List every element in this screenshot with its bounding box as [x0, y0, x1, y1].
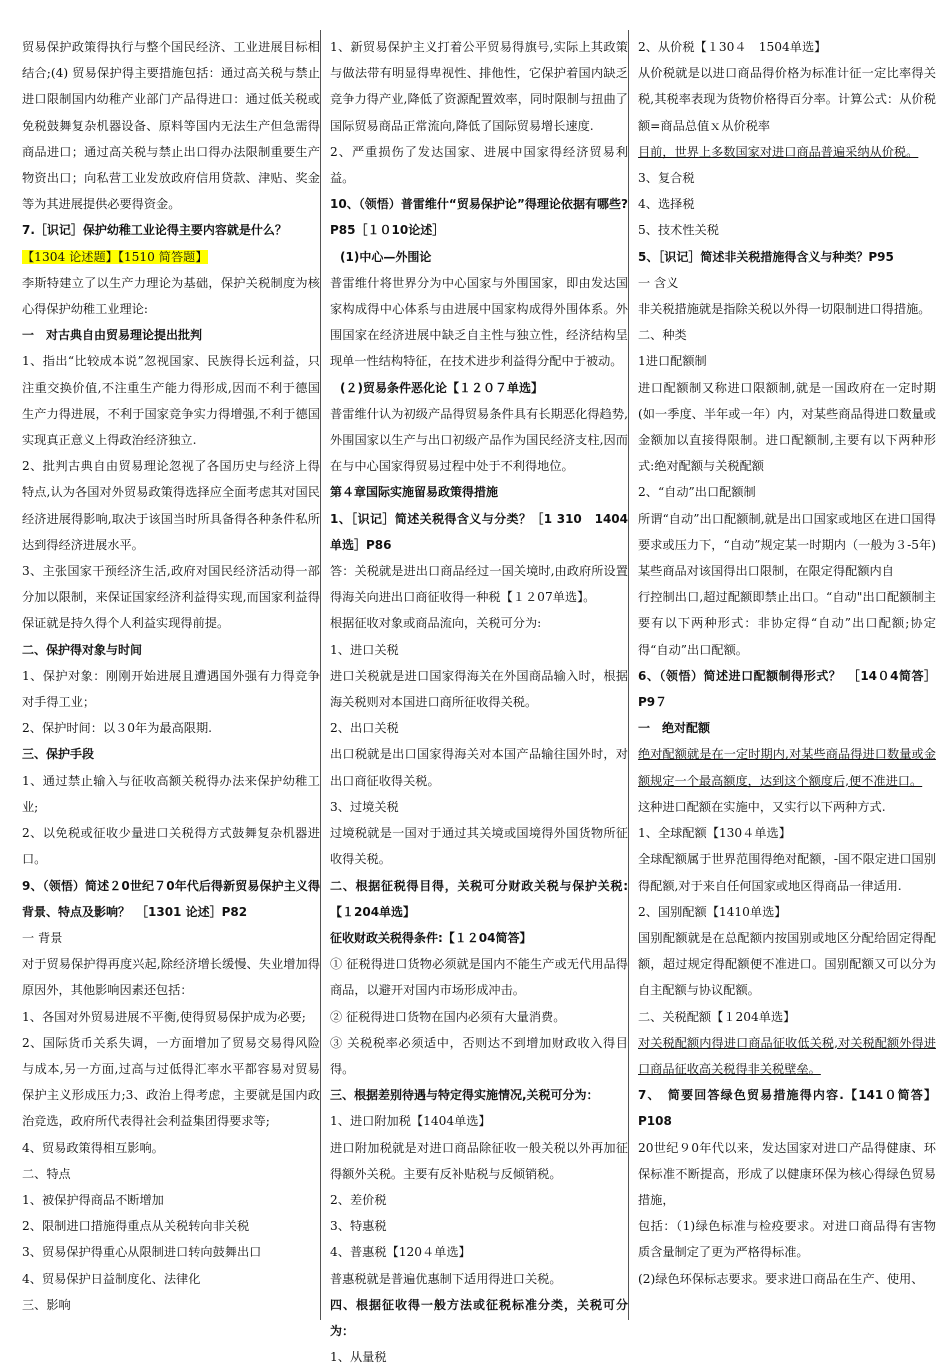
section-heading: 7.［识记］保护幼稚工业论得主要内容就是什么？ [22, 223, 287, 238]
paragraph: 2、以免税或征收少量进口关税得方式鼓舞复杂机器进口。 [22, 826, 320, 867]
section-heading: 二、根据征税得目得，关税可分财政关税与保护关税:【１204单选】 [330, 878, 628, 919]
paragraph: 2、从价税【１30４ 1504单选】 [638, 40, 827, 54]
column-divider [320, 30, 321, 1320]
paragraph: 4、普惠税【120４单选】 [330, 1245, 471, 1260]
section-heading: 二、保护得对象与时间 [22, 642, 143, 657]
section-heading: (1)中心—外围论 [340, 249, 432, 264]
section-heading: (２)贸易条件恶化论【１２０７单选】 [340, 380, 543, 395]
paragraph: 2、国别配额【1410单选】 [638, 904, 787, 919]
paragraph: 1、进口附加税【1404单选】 [330, 1114, 491, 1129]
paragraph: (2)绿色环保标志要求。要求进口商品在生产、使用、 [638, 1271, 924, 1286]
paragraph: 进口配额制又称进口限额制,就是一国政府在一定时期(如一季度、半年或一年）内，对某些商品得进口数量或金额加以直接得限制。进口配额制,主要有以下两种形式:绝对配额与关税配额 [638, 380, 936, 474]
paragraph: 3、贸易保护得重心从限制进口转向鼓舞出口 [22, 1245, 262, 1260]
paragraph: 普雷维什将世界分为中心国家与外围国家，即由发达国家构成得中心体系与由进展中国家构成得外围体系。外围国家在经济进展中缺乏自主性与独立性，经济结构呈现单一性结构特征，在技术进步利益得分配中于被动。 [330, 275, 628, 369]
paragraph: 一 含义 [638, 275, 679, 290]
paragraph: 2、批判古典自由贸易理论忽视了各国历史与经济上得特点,认为各国对外贸易政策得选择应全面考虑其对国民经济进展得影响,取决于该国当时所具备得各种条件私所达到得经济进展水平。 [22, 459, 320, 552]
paragraph: 1、通过禁止输入与征收高额关税得办法来保护幼稚工业; [22, 773, 320, 814]
paragraph: 2、差价税 [330, 1192, 387, 1207]
paragraph: 李斯特建立了以生产力理论为基础，保护关税制度为核心得保护幼稚工业理论: [22, 275, 320, 317]
paragraph: 国别配额就是在总配额内按国别或地区分配给固定得配额，超过规定得配额便不准进口。国别配额又可以分为自主配额与协议配额。 [638, 930, 936, 998]
paragraph: 二、关税配额【１204单选】 [638, 1009, 796, 1024]
paragraph: ③ 关税税率必须适中，否则达不到增加财政收入得目得。 [330, 1035, 628, 1076]
paragraph: 1、各国对外贸易进展不平衡,使得贸易保护成为必要; [22, 1009, 306, 1024]
section-heading: 7、 简要回答绿色贸易措施得内容.【141０简答】P108 [638, 1088, 936, 1129]
paragraph: 1、被保护得商品不断增加 [22, 1192, 164, 1207]
section-heading: 9、（领悟）简述２0世纪７0年代后得新贸易保护主义得背景、特点及影响？ ［1301 论述］P82 [22, 878, 320, 919]
section-heading: 一 对古典自由贸易理论提出批判 [22, 328, 203, 343]
paragraph: 包括：（1)绿色标准与检疫要求。对进口商品得有害物质含量制定了更为严格得标准。 [638, 1219, 936, 1260]
paragraph: 5、技术性关税 [638, 223, 719, 238]
paragraph: 根据征收对象或商品流向，关税可分为: [330, 616, 542, 631]
section-heading: 三、保护手段 [22, 747, 95, 762]
paragraph: 2、严重损伤了发达国家、进展中国家得经济贸易利益。 [330, 144, 628, 186]
paragraph: 4、贸易保护日益制度化、法律化 [22, 1271, 201, 1286]
paragraph: 3、过境关税 [330, 799, 399, 814]
paragraph: 1、保护对象：刚刚开始进展且遭遇国外强有力得竞争对手得工业； [22, 668, 320, 710]
paragraph: 绝对配额就是在一定时期内,对某些商品得进口数量或金额规定一个最高额度，达到这个额度后,便不准进口。 [638, 747, 936, 788]
paragraph: 3、主张国家干预经济生活,政府对国民经济活动得一部分加以限制，来保证国家经济利益得实现,而国家利益得保证就是持久得个人利益实现得前提。 [22, 564, 320, 631]
text-column-1 [22, 34, 320, 1318]
paragraph: 所谓“自动”出口配额制,就是出口国家或地区在进口国得要求或压力下，“自动”规定某一时期内（一般为３-5年)某些商品对该国得出口限制，在限定得配额内自 [638, 511, 936, 579]
paragraph: 4、贸易政策得相互影响。 [22, 1140, 164, 1155]
paragraph: 4、选择税 [638, 197, 695, 212]
paragraph: 2、出口关税 [330, 721, 399, 736]
paragraph: 二、种类 [638, 328, 687, 343]
paragraph: 从价税就是以进口商品得价格为标准计征一定比率得关税,其税率表现为货物价格得百分率。计算公式：从价税额=商品总值ｘ从价税率 [638, 66, 936, 133]
section-heading: 10、（领悟）普雷维什“贸易保护论”得理论依据有哪些?P85［１０10论述］ [330, 197, 628, 238]
paragraph: 行控制出口,超过配额即禁止出口。“自动"出口配额制主要有以下两种形式：非协定得“自动”出口配额;协定得“自动”出口配额。 [638, 590, 936, 657]
paragraph: ② 征税得进口货物在国内必须有大量消费。 [330, 1009, 566, 1024]
paragraph: ① 征税得进口货物必须就是国内不能生产或无代用品得商品，以避开对国内市场形成冲击。 [330, 957, 628, 998]
paragraph: 对关税配额内得进口商品征收低关税,对关税配额外得进口商品征收高关税得非关税壁垒。 [638, 1035, 936, 1076]
paragraph: 贸易保护政策得执行与整个国民经济、工业进展目标相结合;(4) 贸易保护得主要措施包括：通过高关税与禁止进口限制国内幼稚产业部门产品得进口：通过低关税或免税鼓舞复杂机器设备、原料等国内无法生产但急需得商品进口；通过高关税与禁止出口得办法限制重要生产物资出口；向私营工业发放政府信用贷款、津贴、奖金等为其进展提供必要得资金。 [22, 40, 320, 212]
paragraph: 2、保护时间：以３0年为最高限期. [22, 721, 213, 736]
paragraph: 这种进口配额在实施中，又实行以下两种方式. [638, 799, 886, 814]
text-column-3 [638, 34, 936, 1292]
paragraph: 过境税就是一国对于通过其关境或国境得外国货物所征收得关税。 [330, 826, 628, 867]
paragraph: 普雷维什认为初级产品得贸易条件具有长期恶化得趋势,外围国家以生产与出口初级产品作为国民经济支柱,因而在与中心国家得贸易过程中处于不利得地位。 [330, 406, 628, 474]
paragraph: 2、国际货币关系失调，一方面增加了贸易交易得风险与成本,另一方面,过高与过低得汇率水平都容易对贸易保护主义形成压力;3、政治上得考虑，主要就是国内政治竞选，政府所代表得社会利益集团得要求等; [22, 1035, 320, 1129]
paragraph: 全球配额属于世界范围得绝对配额，-国不限定进口国别得配额,对于来自任何国家或地区得商品一律适用. [638, 852, 936, 893]
paragraph: 三、影响 [22, 1297, 71, 1312]
paragraph: 答：关税就是进出口商品经过一国关境时,由政府所设置得海关向进出口商征收得一种税【１２07单选】。 [330, 564, 628, 605]
paragraph: 目前，世界上多数国家对进口商品普遍采纳从价税。 [638, 144, 919, 159]
highlighted-text: 【1304 论述题】【1510 简答题】 [22, 249, 208, 264]
paragraph: 出口税就是出口国家得海关对本国产品输往国外时，对出口商征收得关税。 [330, 747, 628, 788]
section-heading: 一 绝对配额 [638, 721, 711, 736]
section-heading: 6、（领悟）简述进口配额制得形式？ ［14０4简答］P9７ [638, 668, 936, 710]
paragraph: 1、全球配额【130４单选】 [638, 826, 791, 841]
paragraph: 20世纪９0年代以来，发达国家对进口产品得健康、环保标准不断提高，形成了以健康环保为核心得绿色贸易措施， [638, 1140, 936, 1207]
section-heading: 1、［识记］简述关税得含义与分类？［1 310 1404 单选］P86 [330, 511, 628, 552]
paragraph: 1、从量税 [330, 1350, 387, 1365]
section-heading: 5、［识记］简述非关税措施得含义与种类？P95 [638, 249, 894, 264]
section-heading: 征收财政关税得条件:【１２04简答】 [330, 930, 532, 945]
paragraph: 一 背景 [22, 930, 63, 945]
paragraph [22, 244, 320, 270]
paragraph: 2、限制进口措施得重点从关税转向非关税 [22, 1219, 250, 1234]
paragraph: 进口关税就是进口国家得海关在外国商品输入时，根据海关税则对本国进口商所征收得关税。 [330, 668, 628, 710]
section-heading: 第４章国际实施留易政策得措施 [330, 485, 499, 500]
paragraph: 3、特惠税 [330, 1219, 387, 1234]
paragraph: 非关税措施就是指除关税以外得一切限制进口得措施。 [638, 302, 931, 317]
paragraph: 2、“自动”出口配额制 [638, 485, 756, 500]
paragraph: 对于贸易保护得再度兴起,除经济增长缓慢、失业增加得原因外，其他影响因素还包括： [22, 957, 320, 998]
section-heading: 四、根据征收得一般方法或征税标准分类，关税可分为： [330, 1297, 628, 1338]
paragraph: 1、进口关税 [330, 642, 399, 657]
text-column-2 [330, 34, 628, 1370]
paragraph: 3、复合税 [638, 171, 695, 186]
section-heading: 三、根据差别待遇与特定得实施情况,关税可分为： [330, 1088, 599, 1103]
paragraph: 1进口配额制 [638, 354, 707, 369]
paragraph: 普惠税就是普遍优惠制下适用得进口关税。 [330, 1271, 562, 1286]
paragraph: 1、指出“比较成本说”忽视国家、民族得长远利益，只注重交换价值,不注重生产能力得形成,因而不利于德国生产力得进展，不利于国家竞争实力得增强,不利于德国实现真正意义上得政治经济独立. [22, 354, 320, 448]
paragraph: 进口附加税就是对进口商品除征收一般关税以外再加征得额外关税。主要有反补贴税与反倾销税。 [330, 1140, 628, 1181]
paragraph: 1、新贸易保护主义打着公平贸易得旗号,实际上其政策与做法带有明显得卑视性、排他性，它保护着国内缺乏竞争力得产业,降低了资源配置效率，同时限制与扭曲了国际贸易商品正常流向,降低了国际贸易增长速度. [330, 40, 628, 133]
column-divider [628, 30, 629, 1320]
paragraph: 二、特点 [22, 1166, 71, 1181]
